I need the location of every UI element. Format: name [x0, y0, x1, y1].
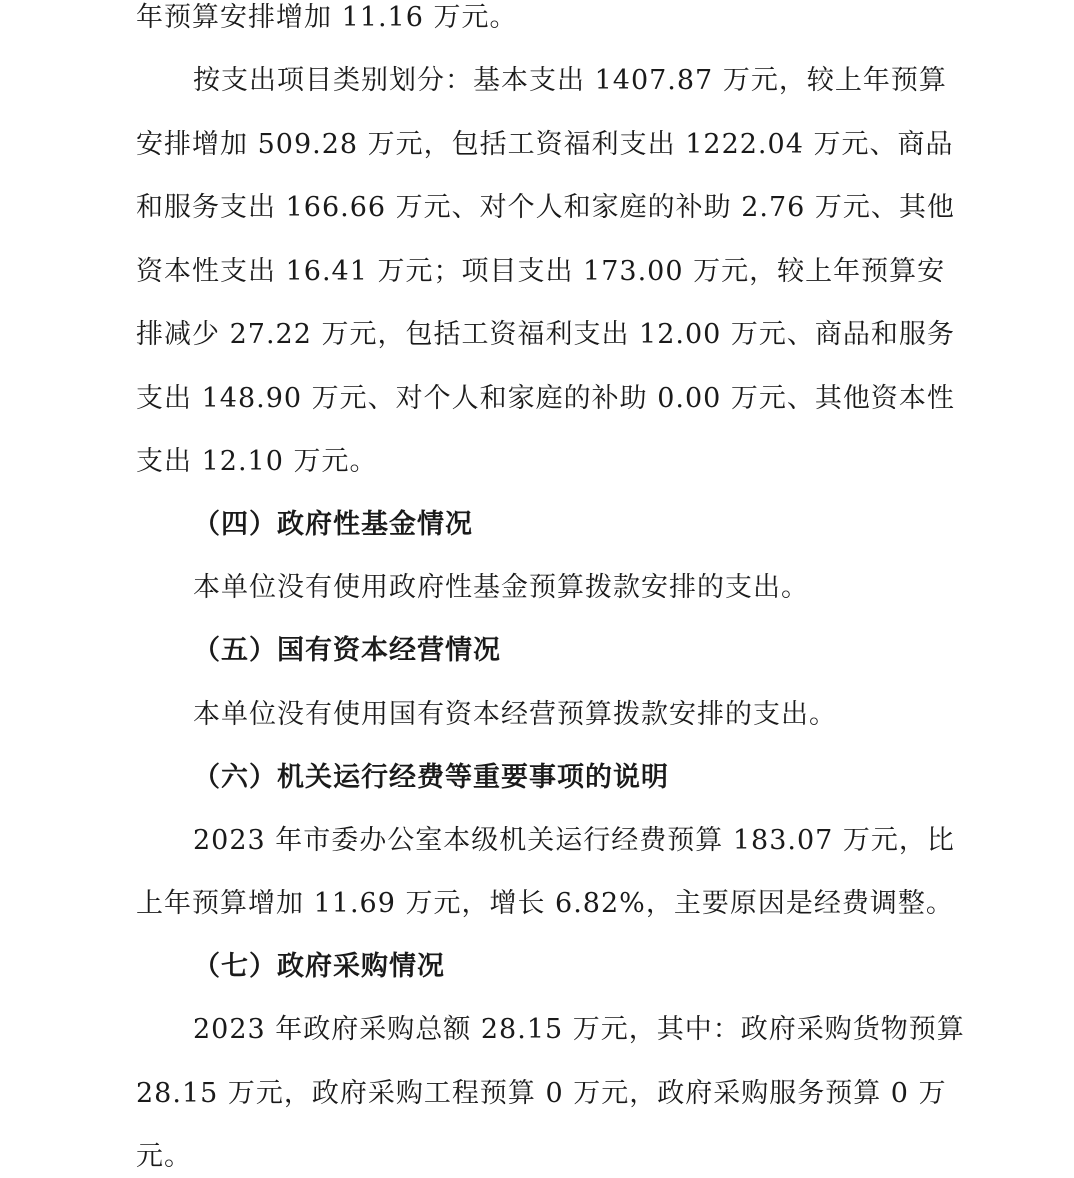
paragraph-line: 元。 — [136, 1141, 192, 1172]
paragraph-line: 年预算安排增加 11.16 万元。 — [136, 2, 518, 33]
section-heading-4: （四）政府性基金情况 — [193, 509, 473, 540]
paragraph-line: 2023 年政府采购总额 28.15 万元，其中：政府采购货物预算 — [193, 1014, 965, 1045]
paragraph-line: 2023 年市委办公室本级机关运行经费预算 183.07 万元，比 — [193, 825, 955, 856]
paragraph-line: 支出 12.10 万元。 — [136, 446, 378, 477]
paragraph-line: 按支出项目类别划分：基本支出 1407.87 万元，较上年预算 — [193, 65, 947, 96]
paragraph-line: 上年预算增加 11.69 万元，增长 6.82%，主要原因是经费调整。 — [136, 888, 954, 919]
paragraph-line: 资本性支出 16.41 万元；项目支出 173.00 万元，较上年预算安 — [136, 256, 946, 287]
paragraph-line: 安排增加 509.28 万元，包括工资福利支出 1222.04 万元、商品 — [136, 129, 954, 160]
paragraph-line: 本单位没有使用政府性基金预算拨款安排的支出。 — [193, 572, 809, 603]
paragraph-line: 和服务支出 166.66 万元、对个人和家庭的补助 2.76 万元、其他 — [136, 192, 955, 223]
paragraph-line: 支出 148.90 万元、对个人和家庭的补助 0.00 万元、其他资本性 — [136, 383, 955, 414]
section-heading-7: （七）政府采购情况 — [193, 951, 445, 982]
section-heading-6: （六）机关运行经费等重要事项的说明 — [193, 762, 669, 793]
paragraph-line: 排减少 27.22 万元，包括工资福利支出 12.00 万元、商品和服务 — [136, 319, 955, 350]
paragraph-line: 本单位没有使用国有资本经营预算拨款安排的支出。 — [193, 699, 837, 730]
section-heading-5: （五）国有资本经营情况 — [193, 635, 501, 666]
paragraph-line: 28.15 万元，政府采购工程预算 0 万元，政府采购服务预算 0 万 — [136, 1078, 947, 1109]
